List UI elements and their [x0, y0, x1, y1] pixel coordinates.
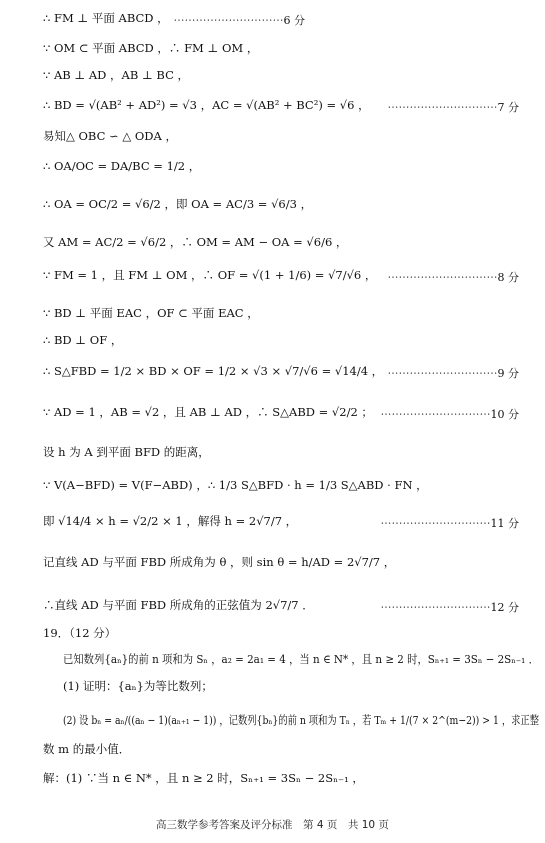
line-14: 设 h 为 A 到平面 BFD 的距离，	[43, 445, 210, 459]
line-10: ∵ BD ⊥ 平面 EAC ，OF ⊂ 平面 EAC ，	[43, 306, 259, 320]
line-13: ∵ AD = 1 ，AB = √2 ，且 AB ⊥ AD ，∴ S△ABD = √2/2 ；	[43, 405, 373, 419]
problem-19-part-2: (2) 设 bₙ = aₙ/((aₙ − 1)(aₙ₊₁ − 1)) ，记数列{bₙ}的前 n 项和为 Tₙ ，若 Tₘ + 1/(7 × 2^(m−2)) > 1 ，求正整	[63, 713, 540, 727]
line-5: 易知△ OBC ∽ △ ODA ，	[43, 129, 177, 143]
line-2: ∵ OM ⊂ 平面 ABCD ，∴ FM ⊥ OM ，	[43, 41, 259, 55]
problem-19-part-1: (1) 证明：{aₙ}为等比数列；	[63, 679, 213, 693]
score-12: ⋯⋯⋯⋯⋯⋯⋯⋯⋯⋯12 分	[380, 601, 519, 614]
line-17: 记直线 AD 与平面 FBD 所成角为 θ ，则 sin θ = h/AD = 2√7/7 ，	[43, 555, 396, 569]
line-11: ∴ BD ⊥ OF ，	[43, 333, 123, 347]
line-4: ∴ BD = √(AB² + AD²) = √3 ，AC = √(AB² + BC²) = √6 ，	[43, 98, 370, 112]
score-9: ⋯⋯⋯⋯⋯⋯⋯⋯⋯⋯9 分	[387, 367, 519, 380]
score-10: ⋯⋯⋯⋯⋯⋯⋯⋯⋯⋯10 分	[380, 408, 519, 421]
line-12: ∴ S△FBD = 1/2 × BD × OF = 1/2 × √3 × √7/√6 = √14/4 ，	[43, 364, 384, 378]
problem-19-statement: 已知数列{aₙ}的前 n 项和为 Sₙ ，a₂ = 2a₁ = 4 ，当 n ∈ N* ，且 n ≥ 2 时，Sₙ₊₁ = 3Sₙ − 2Sₙ₋₁ ．	[63, 652, 539, 666]
line-3: ∵ AB ⊥ AD ，AB ⊥ BC ，	[43, 68, 190, 82]
page-footer: 高三数学参考答案及评分标准 第 4 页 共 10 页	[156, 819, 389, 831]
score-11: ⋯⋯⋯⋯⋯⋯⋯⋯⋯⋯11 分	[380, 517, 519, 530]
problem-19-header: 19．（12 分）	[43, 626, 117, 640]
problem-19-part-2-cont: 数 m 的最小值．	[43, 742, 131, 756]
line-1: ∴ FM ⊥ 平面 ABCD ，	[43, 11, 169, 25]
score-8: ⋯⋯⋯⋯⋯⋯⋯⋯⋯⋯8 分	[387, 271, 519, 284]
solution-start: 解：(1) ∵当 n ∈ N* ，且 n ≥ 2 时，Sₙ₊₁ = 3Sₙ − 2Sₙ₋₁ ，	[43, 771, 364, 785]
line-6: ∴ OA/OC = DA/BC = 1/2 ，	[43, 159, 201, 173]
line-8: 又 AM = AC/2 = √6/2 ，∴ OM = AM − OA = √6/6 ，	[43, 235, 348, 249]
line-7: ∴ OA = OC/2 = √6/2 ，即 OA = AC/3 = √6/3 ，	[43, 197, 313, 211]
score-7: ⋯⋯⋯⋯⋯⋯⋯⋯⋯⋯7 分	[387, 101, 519, 114]
line-18: ∴直线 AD 与平面 FBD 所成角的正弦值为 2√7/7 ．	[43, 598, 314, 612]
line-15: ∵ V(A−BFD) = V(F−ABD) ，∴ 1/3 S△BFD · h = 1/3 S△ABD · FN ，	[43, 478, 428, 492]
line-9: ∵ FM = 1 ，且 FM ⊥ OM ，∴ OF = √(1 + 1/6) = √7/√6 ，	[43, 268, 377, 282]
line-16: 即 √14/4 × h = √2/2 × 1 ，解得 h = 2√7/7 ，	[43, 514, 298, 528]
score-6: ⋯⋯⋯⋯⋯⋯⋯⋯⋯⋯6 分	[173, 14, 305, 27]
